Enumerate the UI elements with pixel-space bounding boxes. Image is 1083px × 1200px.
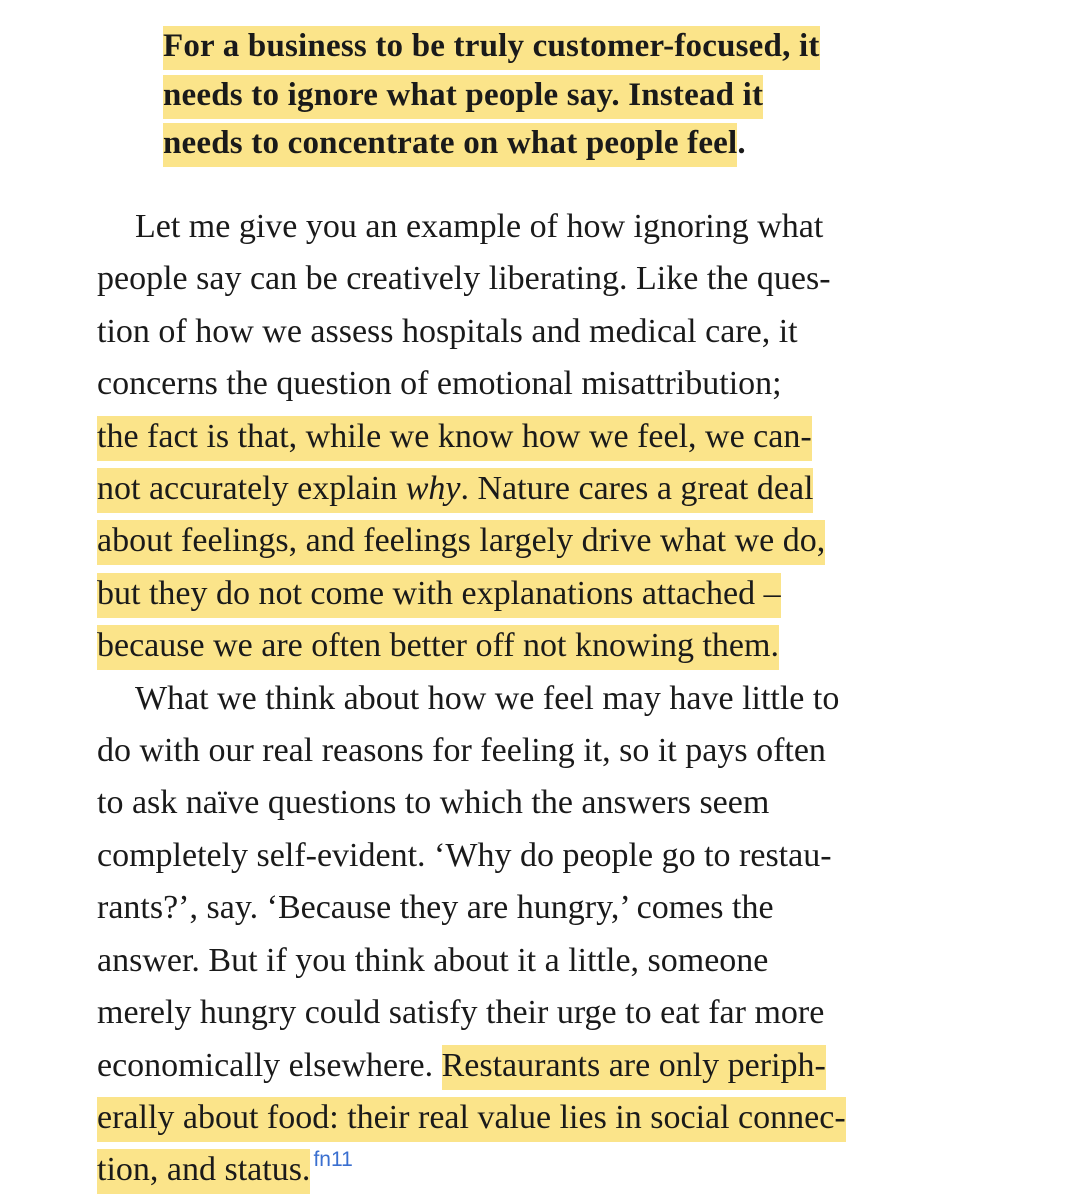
text-line: completely self-evident. ‘Why do people go to restau- <box>97 836 832 874</box>
pull-quote <box>163 22 983 168</box>
text-line: tion of how we assess hospitals and medical care, it <box>97 312 798 350</box>
text-line: Let me give you an example of how ignoring what <box>135 208 824 245</box>
text-line: to ask naïve questions to which the answers seem <box>97 784 770 822</box>
highlight: needs to ignore what people say. Instead it <box>163 75 763 119</box>
text-line: answer. But if you think about it a little, someone <box>97 941 769 979</box>
highlight: For a business to be truly customer-focused, it <box>163 26 820 70</box>
highlight: erally about food: their real value lies in social connec- <box>97 1097 846 1142</box>
text-line <box>97 1040 997 1092</box>
text-line <box>97 463 997 515</box>
text-line <box>97 568 997 620</box>
pull-quote-line <box>163 71 983 120</box>
highlight: needs to concentrate on what people feel <box>163 123 737 167</box>
highlight <box>97 468 813 513</box>
highlight-text: not accurately explain <box>97 470 406 508</box>
pull-quote-line <box>163 22 983 71</box>
highlight: tion, and status. <box>97 1149 310 1194</box>
text-line: people say can be creatively liberating. Like the ques- <box>97 260 831 298</box>
emphasis-why: why <box>405 470 461 508</box>
text-line <box>97 1144 997 1196</box>
text-line: rants?’, say. ‘Because they are hungry,’ comes the <box>97 889 774 927</box>
text-segment: economically elsewhere. <box>97 1046 442 1084</box>
pull-quote-period: . <box>737 125 746 161</box>
text-line: merely hungry could satisfy their urge to eat far more <box>97 994 825 1032</box>
text-line: do with our real reasons for feeling it, so it pays often <box>97 732 826 770</box>
text-line: concerns the question of emotional misattribution; <box>97 365 782 403</box>
pull-quote-line <box>163 119 983 168</box>
text-line <box>97 515 997 567</box>
body-text <box>97 201 997 1197</box>
text-line <box>97 620 997 672</box>
highlight: about feelings, and feelings largely drive what we do, <box>97 520 825 565</box>
text-line: What we think about how we feel may have little to <box>135 679 840 717</box>
footnote-link[interactable]: fn11 <box>313 1148 353 1172</box>
highlight: because we are often better off not knowing them. <box>97 625 779 670</box>
text-line <box>97 1092 997 1144</box>
highlight: Restaurants are only periph- <box>442 1045 826 1090</box>
highlight-text: . Nature cares a great deal <box>460 470 814 508</box>
highlight: the fact is that, while we know how we feel, we can- <box>97 416 812 461</box>
highlight: but they do not come with explanations attached – <box>97 573 781 618</box>
text-line <box>97 411 997 463</box>
